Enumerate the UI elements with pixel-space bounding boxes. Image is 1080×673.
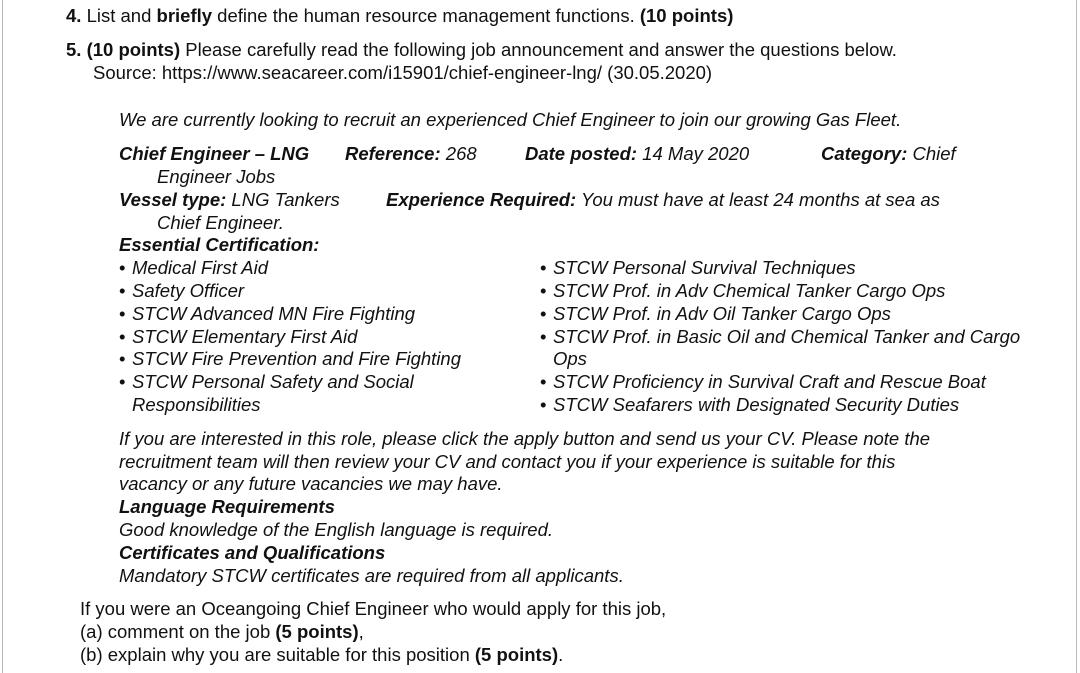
ad-vessel-type — [119, 188, 340, 211]
ad-experience-cont: Chief Engineer. — [157, 212, 284, 233]
question-4-text: List and — [86, 5, 157, 26]
question-4-emphasis: briefly — [156, 5, 213, 26]
cert-heading: Essential Certification: — [119, 234, 320, 255]
cert-right-item-cont: Ops — [553, 348, 587, 369]
certificates-heading: Certificates and Qualifications — [119, 542, 386, 563]
certificates-text: Mandatory STCW certificates are required from all applicants. — [119, 565, 624, 586]
apply-line: vacancy or any future vacancies we may have. — [119, 473, 503, 494]
cert-right-item: • STCW Seafarers with Designated Security Duties — [553, 393, 959, 416]
reference-label: Reference: — [345, 143, 441, 164]
task-a-end: , — [358, 621, 364, 642]
cert-right-item: • STCW Prof. in Adv Chemical Tanker Cargo Ops — [553, 279, 945, 302]
ad-category-cont: Engineer Jobs — [157, 166, 276, 187]
question-4-number: 4. — [66, 5, 82, 26]
date-posted-value: 14 May 2020 — [637, 143, 750, 164]
date-posted-label: Date posted: — [525, 143, 638, 164]
question-4 — [66, 4, 733, 27]
language-text: Good knowledge of the English language is required. — [119, 519, 554, 540]
cert-right-item: • STCW Prof. in Basic Oil and Chemical Tanker and Cargo — [553, 325, 1020, 348]
vessel-type-label: Vessel type: — [119, 189, 227, 210]
cert-left-item: • Medical First Aid — [132, 256, 268, 279]
ad-reference — [345, 142, 477, 165]
cert-left-item-cont: Responsibilities — [132, 394, 261, 415]
category-value: Chief — [907, 143, 956, 164]
task-a — [80, 620, 364, 643]
question-4-points: (10 points) — [639, 5, 734, 26]
cert-right-item: • STCW Personal Survival Techniques — [553, 256, 856, 279]
page-border-left — [2, 0, 3, 673]
ad-job-title — [119, 142, 309, 165]
apply-line: If you are interested in this role, please click the apply button and send us your CV. Please note the — [119, 428, 931, 449]
category-label: Category: — [821, 143, 908, 164]
cert-right-item: • STCW Proficiency in Survival Craft and Rescue Boat — [553, 370, 986, 393]
task-b — [80, 643, 563, 666]
question-5-points: (10 points) — [86, 39, 181, 60]
page-border-right — [1076, 0, 1077, 673]
ad-date-posted — [525, 142, 749, 165]
cert-left-item: • STCW Elementary First Aid — [132, 325, 357, 348]
job-title: Chief Engineer – LNG — [119, 143, 310, 164]
question-5-source: Source: https://www.seacareer.com/i15901/chief-engineer-lng/ (30.05.2020) — [93, 62, 713, 83]
language-heading: Language Requirements — [119, 496, 335, 517]
task-b-end: . — [558, 644, 564, 665]
task-a-text: (a) comment on the job — [80, 621, 276, 642]
cert-left-item: • STCW Fire Prevention and Fire Fighting — [132, 347, 461, 370]
question-4-text-rest: define the human resource management functions. — [212, 5, 640, 26]
cert-right-item: • STCW Prof. in Adv Oil Tanker Cargo Ops — [553, 302, 891, 325]
question-5 — [66, 38, 897, 61]
experience-label: Experience Required: — [386, 189, 577, 210]
ad-experience — [386, 188, 940, 211]
question-5-text: Please carefully read the following job announcement and answer the questions below. — [180, 39, 897, 60]
cert-left-item: • STCW Advanced MN Fire Fighting — [132, 302, 415, 325]
task-b-text: (b) explain why you are suitable for this position — [80, 644, 475, 665]
ad-category — [821, 142, 956, 165]
task-a-points: (5 points) — [275, 621, 359, 642]
question-5-number: 5. — [66, 39, 82, 60]
experience-value: You must have at least 24 months at sea as — [576, 189, 940, 210]
reference-value: 268 — [440, 143, 477, 164]
task-lead: If you were an Oceangoing Chief Engineer who would apply for this job, — [80, 598, 667, 619]
cert-left-item: • Safety Officer — [132, 279, 244, 302]
ad-intro: We are currently looking to recruit an experienced Chief Engineer to join our growing Gas Fleet. — [119, 109, 902, 130]
cert-left-item: • STCW Personal Safety and Social — [132, 370, 414, 393]
task-b-points: (5 points) — [474, 644, 559, 665]
vessel-type-value: LNG Tankers — [226, 189, 340, 210]
apply-line: recruitment team will then review your CV and contact you if your experience is suitable for this — [119, 451, 896, 472]
